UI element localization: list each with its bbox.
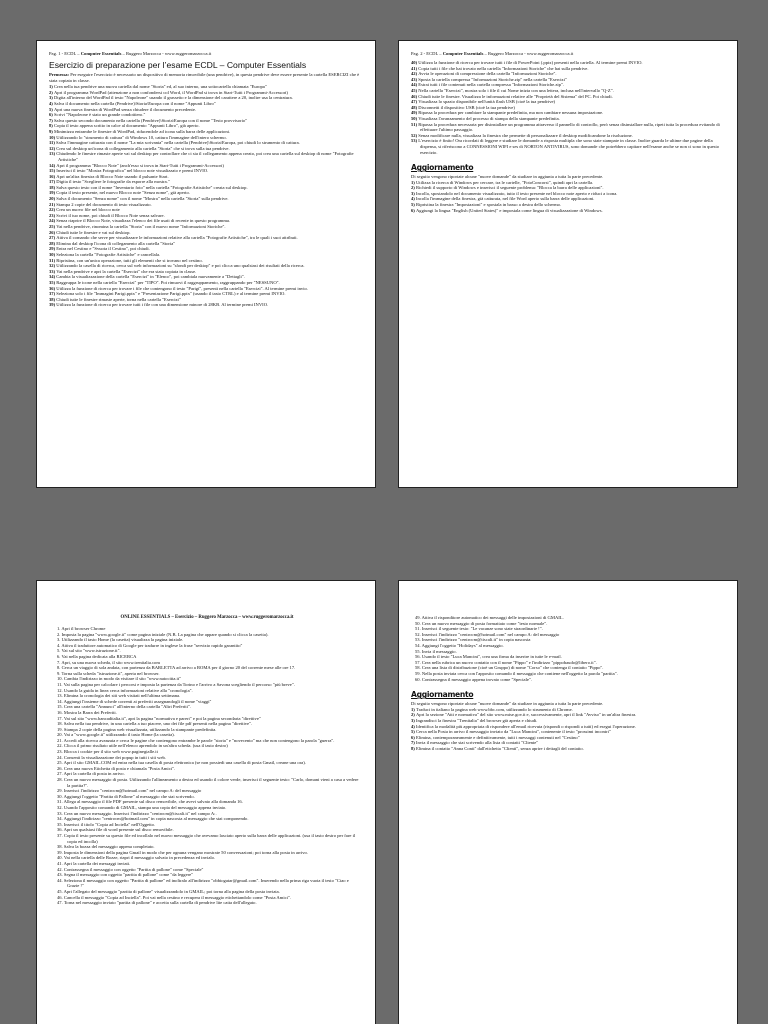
item-text: Cambia l'indirizzo in modo da visitare il sito "www.natocitta.it": [63, 676, 181, 682]
item-number: 11): [49, 140, 57, 146]
exercise-list: [49, 84, 363, 308]
item-text: Allega al messaggio il file PDF presente sul disco removibile, che avevi salvato alla domanda 16.: [63, 799, 243, 805]
item-text: Contrassegna il messaggio con oggetto "Partita di pallone" come "Speciale": [63, 866, 204, 872]
item-text: Accedi alla ricerca avanzata e cerca le pagine che contengono entrambe le parole "storia" e "novecento" ma che non contengono la parola "guerra".: [63, 737, 335, 743]
item-text: Salva il documento nella cartella (Pendrive)\Storia\Europa con il nome "Appunti Libro": [53, 100, 216, 106]
item-text: Crea sul desktop un'icona di collegamento alla cartella "Storia" che si trova sulla tua pendrive.: [56, 145, 230, 151]
item-number: 22): [49, 207, 57, 213]
item-number: 2): [411, 185, 416, 191]
item-number: 4): [411, 196, 416, 202]
item-text: Aggiungi l'insieme di schede correnti ai preferiti assegnandogli il nome "viaggi": [63, 698, 212, 704]
item-text: Invia il messaggio che stai scrivendo alla lista di contatti "Cliente": [415, 740, 539, 746]
item-text: Disconnetti il dispositivo USB (cioè la tua pendrive): [418, 104, 515, 110]
item-number: 41.: [57, 860, 64, 866]
item-text: Visualizza l'avanzamento del processo di stampa della stampante predefinita.: [418, 115, 560, 121]
item-text: Apri la cartella di posta in arrivo.: [63, 771, 125, 777]
item-number: 13): [49, 151, 57, 157]
item-text: Chiudi tutte le finestre. Visualizza le informazioni relative alle "Proprietà del Sistema" del PC. Poi chiudi.: [418, 93, 613, 99]
item-text: Inserisci il titolo "Copia ad Inciella" nell'Oggetto.: [63, 821, 156, 827]
item-text: Inserisci il testo "Mostra Fotografica" nel blocco note visualizzato e premi INVIO.: [56, 168, 209, 174]
item-text: Senza riaprire il Blocco Note, visualizza l'elenco dei file usati di recente in questo programma.: [56, 218, 231, 224]
item-number: 3): [411, 717, 416, 723]
item-text: Consenti la visualizzazione dei popup in tutti i siti web.: [63, 754, 166, 760]
document-page-2: [398, 40, 738, 488]
item-number: 10): [49, 134, 57, 140]
item-number: 15): [49, 168, 57, 174]
item-number: 21): [49, 201, 57, 207]
item-number: 28.: [57, 777, 64, 783]
item-text: Apri il browser Chrome: [61, 626, 106, 631]
item-text: Usando l'apposito comando di GMAIL, stampa una copia del messaggio appena inviato.: [63, 805, 227, 810]
item-number: 30): [49, 252, 57, 257]
item-number: 43.: [57, 872, 64, 878]
item-number: 1): [49, 84, 54, 90]
item-text: Utilizza la funzione di ricerca per trovare i file che contengono il testo "Parigi", presenti nella cartella "Esercizi". Al termine premi invio.: [56, 285, 308, 291]
item-number: 46.: [57, 894, 64, 900]
item-number: 52): [411, 132, 419, 138]
item-number: 27.: [57, 771, 64, 777]
item-number: 2.: [57, 631, 62, 637]
item-text: Sposta la cartella compressa "Informazioni Storiche.zip" nella cartella "Esercizi": [418, 76, 567, 82]
item-number: 24.: [57, 754, 64, 760]
item-number: 45): [411, 87, 419, 93]
item-text: Contrassegna il messaggio appena trovato come "Speciale".: [421, 676, 532, 682]
item-text: Usando il testo "Luca Mancini", crea una firma da inserire in tutte le e-mail.: [421, 654, 562, 660]
item-text: Invia il messaggio.: [421, 648, 457, 654]
exercise-list: [411, 615, 725, 682]
item-text: Torna nel messaggio inviato "partita di pallone" e accetta sulla cartella di pendrive lite catta dell'allegato.: [63, 900, 257, 906]
item-number: 53): [411, 138, 419, 144]
item-text: Blocca i cookie per il sito web www.paginegialle.it: [63, 749, 158, 755]
item-number: 26): [49, 229, 57, 235]
document-page-1: [36, 40, 376, 488]
item-text: Salva l'immagine catturata con il nome "La mia scrivania" nella cartella (Pendrive)\Storia\Europa, poi chiudi lo strumento di cattura.: [56, 140, 300, 146]
item-number: 6): [411, 734, 416, 740]
item-text: Stampa 2 copie del documento di testo visualizzato.: [56, 201, 152, 207]
item-number: 47.: [57, 900, 64, 906]
item-text: Copia il testo presente su questo file ed incollalo nel nuovo messaggio che avevamo lasciato aperto sulla barra delle applicazioni. (usa il tasto destro per fare il copia ed incolla): [63, 832, 356, 844]
item-text: Elimina, contemporaneamente e definitivamente, tutti i messaggi contenuti nel "Cestino": [415, 734, 580, 740]
item-text: Apri un qualsiasi file di word presente sul disco removibile.: [63, 827, 174, 833]
item-number: 8): [49, 123, 54, 129]
item-number: 34.: [57, 816, 64, 822]
item-text: Inserisci l'indirizzo "centrocm@hotmail.com" nel campo A: del messaggio: [421, 631, 560, 637]
item-number: 38.: [57, 844, 64, 850]
item-number: 10.: [57, 676, 64, 682]
list-item: [53, 878, 361, 889]
update-list: [411, 707, 725, 752]
item-number: 49): [411, 110, 419, 116]
item-number: 6): [411, 207, 416, 213]
item-text: Seleziona il messaggio con oggetto "Partita di pallone" ed inoltralo all'indirizzo "obbiogatar@gmail.com". Inserendo nella prima riga vuota il testo "Ciao e Grazie !": [63, 877, 349, 889]
item-number: 30.: [57, 793, 64, 799]
item-text: Vai sulla pagina per calcolare i percorsi e imposta la partenza da Torino e l'arrivo a Savona scegliendo il percorso "più breve".: [63, 681, 295, 687]
item-text: Scrivi "Napoleone è stato un grande condottiero.": [53, 112, 146, 118]
item-text: Richiedi il supporto di Windows e inserisci il seguente problema: "Blocca la barra delle applicazioni".: [415, 185, 604, 191]
item-text: Apri la sezione "Atti e normativa" del sito www.mise.gov.it e, successivamente, apri il link "Avviso" in un'altra finestra.: [415, 712, 637, 718]
item-text: Chiudi tutte le finestre e vai sul desktop.: [56, 229, 131, 235]
item-number: 3): [411, 190, 416, 196]
item-number: 18.: [57, 721, 64, 727]
item-number: 27): [49, 235, 57, 241]
item-number: 41): [411, 65, 419, 71]
item-number: 25): [49, 224, 57, 230]
item-text: Seleziona la cartella "Fotografie Artistiche" e cancellala.: [56, 252, 161, 257]
exercise-list: [411, 60, 725, 155]
item-number: 29.: [57, 788, 64, 794]
item-number: 35.: [57, 821, 64, 827]
item-number: 3): [49, 95, 54, 101]
exercise-list: [53, 626, 361, 906]
item-text: Crea una cartella "Annunci" all'interno della cartella "Altri Preferiti".: [63, 704, 191, 710]
item-number: 2): [49, 89, 54, 95]
item-text: Crea un nuovo messaggio. Inserisci l'indirizzo "centrocm@tiscali.it" nel campo A:.: [63, 810, 217, 816]
item-number: 47): [411, 99, 419, 105]
item-text: Elimina dal desktop l'icona di collegamento alla cartella "Storia": [56, 240, 176, 246]
item-text: Clicca il primo risultato utile nell'elenco aprendolo in un'altra scheda. (usa il tasto destro): [63, 743, 228, 749]
premessa-text: Per eseguire l'esercizio è necessario un dispositivo di memoria rimovibile (una pendrive), in questa pendrive deve essere presente la cartella ESERCIZI che è stata copiata in classe.: [49, 72, 360, 83]
item-number: 35): [49, 279, 57, 285]
item-number: 39.: [57, 849, 64, 855]
item-text: Apri un'altra finestra di Blocco Note usando il pulsante Start.: [56, 173, 169, 179]
item-number: 44): [411, 82, 419, 88]
item-number: 15.: [57, 704, 64, 710]
item-text: Salva questo testo con il nome "Inventario foto" nella cartella "Fotografie Artistiche" creata sul desktop.: [56, 184, 248, 190]
item-text: Cerca un viaggio di sola andata, con partenza da BARLETTA ad arrivo a ROMA per il giorno 20 del corrente mese alle ore 17.: [61, 665, 296, 671]
item-text: Ingrandisci la finestra "Trenitalia" del browser già aperta e chiudi.: [415, 717, 538, 723]
document-page-3: [36, 580, 376, 1024]
item-text: Salva nella tua pendrive, in una cartella a tuo piacere, uno dei file pdf presenti nella pagina "direttive".: [63, 721, 253, 727]
item-text: Ripassa la procedura per cambiare la stampante predefinita, ma non cambiare nessuna impostazione.: [418, 110, 604, 116]
item-number: 3.: [57, 637, 62, 643]
item-text: Avvia le operazioni di compressione della cartella "Informazioni Storiche".: [418, 71, 557, 77]
item-number: 45.: [57, 888, 64, 894]
item-text: Vai sul sito "www.bancaditalia.it", apri la pagina "normativa e pareri" e poi la pagina secondaria "direttive": [63, 715, 261, 721]
item-text: L'esercizio è finito! Ora ricordati di leggere e studiare le domande a risposta multipla che sono state stampate in classe. Inoltre guarda le ultime due pagine della dispensa, si riferiscono a CONNESSIONI WIFI e ses di NORTON ANTIVIRUS, sono domande che potrebbero capitare nell'esame anche se non ci sono in questo esercizio.: [418, 138, 720, 155]
item-number: 59.: [415, 670, 422, 676]
item-number: 4): [411, 723, 416, 729]
item-text: Mostra la Barra dei Preferiti.: [63, 709, 117, 715]
item-text: Nella cartella "Esercizi", mostra solo i file il cui Nome inizia con una lettera, inclusa nell'intervallo "Q-Z".: [418, 87, 614, 93]
item-number: 7): [49, 117, 54, 123]
header-prefix: Pag. 1 - ECDL –: [49, 51, 81, 56]
item-number: 7.: [57, 659, 62, 665]
item-text: Inserisci l'indirizzo "centrocm@hotmail.com" nel campo A: del messaggio: [63, 788, 202, 794]
item-text: Crea un nuovo file nel blocco note: [56, 207, 120, 213]
item-number: 31.: [57, 799, 64, 805]
item-text: Apri una nuova finestra di WordPad senza chiudere il documento precedente.: [53, 106, 197, 112]
item-text: Estrai tutti i file contenuti nella cartella compressa "Informazioni Storiche.zip".: [418, 82, 565, 88]
item-text: Incolla l'immagine della finestra, già catturata, nel file Word aperto sulla barra delle applicazioni.: [415, 196, 595, 202]
item-number: 19): [49, 190, 57, 196]
item-text: Vai nella pendrive e apri la cartella "Esercizi" che era stata copiata in classe.: [56, 268, 197, 274]
item-number: 48): [411, 104, 419, 110]
item-text: Imposta le dimensioni della pagina Gmail in modo che per ognuna vengano mostrate 50 conversazioni; poi torna alla posta in arrivo.: [63, 849, 308, 855]
item-text: Vai sul sito "www.istruzione.it".: [61, 648, 121, 654]
header-suffix: – Ruggero Marzocca - www.ruggeromarzocca.it: [121, 51, 212, 56]
item-number: 37): [49, 291, 57, 297]
item-number: 20): [49, 196, 57, 202]
item-text: Attiva il traduttore automatico di Google per tradurre in inglese la frase "servizio rapido garantito": [61, 642, 243, 648]
item-number: 16): [49, 173, 57, 179]
item-number: 34): [49, 274, 57, 280]
item-number: 5.: [57, 648, 62, 654]
item-text: Inserisci l'indirizzo "centrocm@tiscali.it" in copia nascosta: [421, 637, 531, 643]
item-text: Crea un nuovo messaggio di posta. Utilizzando l'allineamento a destra ed usando il colore verde, inserisci il seguente testo: "Carlo, domani vieni a casa a vedere la partita?".: [63, 777, 359, 788]
item-text: Aggiungi l'oggetto "Holidays" al messaggio.: [421, 642, 504, 648]
item-text: Utilizza la ricerca di Windows per cercare, tra le cartelle, "FotoConcorsi", quindi apri la cartella.: [415, 179, 594, 185]
list-item: [53, 900, 361, 906]
item-number: 56.: [415, 654, 422, 660]
item-number: 33): [49, 268, 57, 274]
item-number: 14.: [57, 698, 64, 704]
item-text: Raggruppa le icone nella cartella "Esercizi" per "TIPO". Poi rimuovi il raggruppamento, raggruppando per "NESSUNO".: [56, 279, 280, 285]
item-number: 9): [49, 128, 54, 134]
item-text: Cancella il messaggio "Copia ad Inciella". Poi vai nella cestino e recupera il messaggio etichettandolo come "Posta Amici".: [63, 894, 291, 900]
item-number: 20.: [57, 732, 64, 738]
item-text: Aggiungi l'indirizzo "centrocm@hotmail.com" in copia nascosta al messaggio che stai componendo.: [63, 816, 249, 822]
item-text: Crea nella rubrica un nuovo contatto con il nome "Pippo" e l'indirizzo "pippobaudo@libero.it".: [421, 659, 597, 665]
list-item: [411, 138, 725, 155]
item-text: Salva questo secondo documento nella cartella (Pendrive)\Storia\Europa con il nome "Testo provvisorio": [53, 117, 248, 123]
item-text: Apri il sito GMAIL.COM ed entra nella tua casella di posta elettronica (se non possiedi una casella di posta Gmail, creane una ora).: [63, 760, 306, 766]
item-text: Utilizzando la casella di ricerca, cerca sul web informazioni su "sfondi per desktop" e poi clicca uno qualsiasi dei risultati della ricerca.: [56, 263, 305, 269]
item-number: 54.: [415, 642, 422, 648]
premessa-label: Premessa:: [49, 72, 70, 77]
item-number: 21.: [57, 737, 64, 743]
item-text: Inserisci il seguente testo: "Le vacanze sono state straordinarie !".: [421, 626, 543, 632]
item-number: 42): [411, 71, 419, 77]
item-number: 24): [49, 218, 57, 224]
page-title: ONLINE ESSENTIALS – Esercizio – Ruggero Marzocca – www.ruggeromarzocca.it: [120, 615, 294, 620]
item-number: 36): [49, 285, 57, 291]
item-number: 16.: [57, 709, 64, 715]
item-text: Chiudendo le finestre rimaste aperte vai sul desktop per controllare che ci sia il collegamento appena creato, poi crea una cartella sul desktop di nome "Fotografie Artistiche": [56, 151, 354, 162]
item-text: Usando la guida in linea cerca informazioni relative alla "cronologia".: [63, 687, 193, 693]
item-number: 1): [411, 706, 416, 712]
item-number: 23): [49, 212, 57, 218]
item-text: Traduci in italiano la pagina web www.bbc.com, utilizzando lo strumento di Chrome.: [415, 706, 573, 712]
item-text: Crea nella tua pendrive una nuova cartella dal nome "Storia" ed, al suo interno, una sottocartella chiamata "Europa": [53, 84, 267, 90]
item-number: 51.: [415, 626, 422, 632]
item-number: 23.: [57, 749, 64, 755]
item-text: Crea una nuova Etichetta di posta e chiamala "Posta Amici".: [63, 765, 176, 771]
item-text: Digita il testo "Scegliere le fotografie da esporre alla mostra.": [56, 179, 170, 185]
item-text: Torna sulla scheda "istruzione.it", aperta nel browser.: [61, 670, 160, 676]
item-text: Segna il messaggio con oggetto "partita di pallone" come "da leggere": [63, 872, 194, 878]
item-number: 55.: [415, 648, 422, 654]
item-text: Entra nel Cestino e "Svuota il Cestino", poi chiudi.: [56, 246, 150, 252]
item-text: Vai nella cartella delle Bozze, riapri il messaggio salvato in precedenza ed invialo.: [63, 855, 216, 861]
header-bold: Computer Essentials: [442, 51, 484, 56]
item-number: 39): [49, 302, 57, 308]
item-text: Digita all'interno del WordPad il testo "Napoleone" usando il grassetto e la dimensione del carattere a 20, inoltre usa la centratura.: [53, 95, 293, 101]
list-item: [49, 302, 363, 308]
item-text: Vai nella pagina dedicata alla RICERCA: [61, 653, 137, 659]
item-number: 7): [411, 740, 416, 746]
list-item: [411, 746, 725, 752]
item-text: Aggiungi la lingua "English (United States)" e impostala come lingua di visualizzazione di Windows.: [415, 207, 603, 213]
item-text: Salva il documento "Senza nome" con il nome "Mostra" nella cartella "Storia" sulla pendrive.: [56, 196, 229, 202]
item-number: 6): [49, 112, 54, 118]
item-number: 60.: [415, 676, 422, 682]
list-item: [411, 122, 725, 133]
page-title: Esercizio di preparazione per l’esame ECDL – Computer Essentials: [49, 60, 307, 70]
item-number: 12): [49, 145, 57, 151]
list-item: [53, 833, 361, 844]
header-prefix: Pag. 2 - ECDL –: [411, 51, 443, 56]
item-text: Nella posta inviata cerca con l'apposito comando il messaggio che contiene nell'oggetto la parola "partita".: [421, 670, 618, 676]
item-number: 40): [411, 60, 419, 65]
item-text: Ripristina la finestra "Impostazioni" e spostala in basso a destra dello schermo.: [415, 202, 562, 208]
item-number: 50): [411, 115, 419, 121]
item-text: Ripristina, con un'unica operazione, tutti gli elementi che si trovano nel cestino.: [56, 257, 203, 263]
item-text: Vai nella pendrive, rinomina la cartella "Storia" con il nuovo nome "Informazioni Storiche".: [56, 224, 226, 230]
item-text: Vai a "www.google.it" utilizzando il tasto Home (la casetta).: [63, 732, 175, 738]
item-number: 44.: [57, 877, 64, 883]
header-bold: Computer Essentials: [80, 51, 122, 56]
page-header: [49, 51, 363, 56]
item-text: Elimina il contatto "Anna Conti" dall'etichetta "Clienti", senza aprire i dettagli del contatto.: [415, 745, 584, 751]
item-text: Utilizzando lo "strumento di cattura" di Windows 10, cattura l'immagine dell'intero schermo.: [56, 134, 227, 140]
item-number: 1): [411, 179, 416, 185]
item-number: 12.: [57, 687, 64, 693]
item-number: 37.: [57, 832, 64, 838]
item-text: Scrivi il tuo nome, poi chiudi il Blocco Note senza salvare.: [56, 212, 165, 218]
item-number: 17): [49, 179, 57, 185]
item-text: Stampa 2 copie della pagina web visualizzata, utilizzando la stampante predefinita.: [63, 726, 217, 732]
item-text: Elimina la cronologia dei siti web visitati nell'ultima settimana.: [63, 693, 181, 699]
item-text: Utilizzando il tasto Home (la casetta) visualizza la pagina iniziale.: [61, 637, 184, 643]
item-number: 49.: [415, 615, 422, 620]
item-number: 19.: [57, 726, 64, 732]
item-number: 26.: [57, 765, 64, 771]
item-text: Cerca nella Posta in arrivo il messaggio inviato da "Luca Mancini", contenente il testo "prossimi incontri": [415, 729, 611, 735]
list-item: [411, 208, 725, 214]
premessa: [49, 72, 363, 83]
item-number: 36.: [57, 827, 64, 833]
item-number: 5): [49, 106, 54, 112]
item-text: Minimizza entrambe le finestre di WordPad, riducendole ad icona sulla barra delle applicazioni.: [53, 128, 231, 134]
item-text: Utilizza la funzione di ricerca per trovare tutti i file di PowerPoint (.pptx) presenti nella cartella. Al termine premi INVIO.: [418, 60, 643, 65]
item-text: Apri il programma "Blocco Note" (anch'esso si trova in Start-Tutti i Programmi-Accessori): [56, 162, 224, 168]
item-number: 40.: [57, 855, 64, 861]
item-number: 51): [411, 121, 419, 127]
update-list: [411, 180, 725, 214]
item-number: 50.: [415, 620, 422, 626]
item-number: 8.: [57, 665, 62, 671]
item-text: Salva la bozza del messaggio appena completato.: [63, 844, 155, 850]
page-header: [411, 51, 725, 56]
section-title-aggiornamento: Aggiornamento: [411, 690, 474, 700]
document-page-4: [398, 580, 738, 1024]
item-text: Identifica la modalità più appropriata di rispondere all'email ricevuta (rispondi o rispondi a tutti) ed esegui l'operazione.: [415, 723, 636, 729]
item-number: 13.: [57, 693, 64, 699]
item-number: 8): [411, 745, 416, 751]
section-intro: Di seguito vengono riportate alcune "nuove domande" da studiare in aggiunta a tutta la parte precedente.: [411, 701, 604, 707]
item-number: 32.: [57, 805, 64, 810]
item-text: Visualizza lo spazio disponibile nell'unità flash USB (cioè la tua pendrive): [418, 99, 556, 105]
item-number: 2): [411, 712, 416, 718]
item-text: Crea un nuovo messaggio di posta formattato come "testo normale".: [421, 620, 548, 626]
item-text: Incolla, spostandolo nel documento visualizzato, tutto il testo presente nel blocco note aperto e riduci a icona.: [415, 190, 618, 196]
item-number: 32): [49, 263, 57, 269]
list-item: [53, 777, 361, 788]
item-text: Apri, su una nuova scheda, il sito www.trenitalia.com: [61, 659, 160, 665]
item-text: Copia il testo appena scritto in calce al documento "Appunti Libro", già aperto.: [53, 123, 200, 129]
item-number: 33.: [57, 810, 64, 816]
item-number: 52.: [415, 631, 422, 637]
item-number: 18): [49, 184, 57, 190]
item-number: 5): [411, 729, 416, 735]
item-number: 46): [411, 93, 419, 99]
section-title-aggiornamento: Aggiornamento: [411, 163, 474, 173]
item-text: Crea una lista di distribuzione (cioè un Gruppo) di nome "Corso" che contenga il contatto "Pippo".: [421, 665, 604, 671]
item-text: Chiudi tutte le finestre rimaste aperte, torna nella cartella "Esercizi": [56, 296, 181, 302]
item-number: 6.: [57, 653, 62, 659]
list-item: [411, 677, 725, 683]
item-number: 31): [49, 257, 57, 263]
item-number: 1.: [57, 626, 62, 631]
item-number: 11.: [57, 681, 64, 687]
item-number: 57.: [415, 659, 422, 665]
item-number: 38): [49, 296, 57, 302]
item-text: Utilizza la funzione di ricerca per trovare tutti i file con una dimensione minore di 28KB. Al termine premi INVIO.: [56, 302, 269, 308]
item-number: 9.: [57, 670, 62, 676]
item-number: 58.: [415, 665, 422, 671]
item-text: Imposta la pagina "www.google.it" come pagina iniziale (N.B. La pagina che appare quando si clicca la casetta).: [61, 631, 269, 637]
header-suffix: – Ruggero Marzocca - www.ruggeromarzocca.it: [483, 51, 574, 56]
item-text: Aggiungi l'oggetto "Partita di Pallone" al messaggio che stai scrivendo.: [63, 793, 195, 799]
item-number: 25.: [57, 760, 64, 766]
item-text: Apri il programma WordPad (attenzione a non confondersi col Word, il WordPad si trova in Start-Tutti i Programmi-Accessori): [53, 89, 288, 95]
item-number: 5): [411, 202, 416, 208]
section-intro: Di seguito vengono riportate alcune "nuove domande" da studiare in aggiunta a tutta la parte precedente.: [411, 174, 604, 180]
item-text: Attiva il risponditore automatico dei messaggi delle impostazioni di GMAIL.: [421, 615, 564, 620]
item-number: 42.: [57, 866, 64, 872]
list-item: [49, 151, 363, 162]
item-text: Copia il testo presente, nel nuovo Blocco note "Senza nome", già aperto.: [56, 190, 190, 196]
item-text: Senza modificare nulla, visualizza la finestra che permette di personalizzare il desktop modificandone la risoluzione.: [418, 132, 633, 138]
item-number: 29): [49, 246, 57, 252]
item-text: Cambia la visualizzazione della cartella "Esercizi" in "Elenco", poi cambiala nuovamente a "Dettagli".: [56, 274, 245, 280]
item-number: 28): [49, 240, 57, 246]
item-text: Copia tutti i file che hai trovato nella cartella "Informazioni Storiche" che hai sulla pendrive.: [418, 65, 589, 71]
item-number: 4.: [57, 642, 62, 648]
item-number: 4): [49, 100, 54, 106]
item-text: Attiva il comando che serve per visualizzare le informazioni relative alla cartella "Fotografie Artistiche", tra le quali i suoi attributi.: [56, 235, 298, 241]
item-text: Ripassa la procedura necessaria per disinstallare un programma attraverso il pannello di controllo, però senza disinstallare nulla, ripeti tutta la procedura evitando di effettuare l'ultimo passaggio.: [418, 121, 720, 133]
item-number: 17.: [57, 715, 64, 721]
item-number: 53.: [415, 637, 422, 643]
item-text: Apri l'allegato del messaggio "partita di pallone" visualizzandolo in GMAIL; poi torna alla pagina della posta inviata.: [63, 888, 280, 894]
item-number: 22.: [57, 743, 64, 749]
item-number: 43): [411, 76, 419, 82]
item-text: Apri la cartella dei messaggi inviati.: [63, 860, 131, 866]
item-number: 14): [49, 162, 57, 168]
item-text: Seleziona solo i file "Immagini Parigi.pptx" e "Presentazione Parigi.pptx" (usando il tasto CTRL) e al termine premi INVIO.: [56, 291, 286, 297]
